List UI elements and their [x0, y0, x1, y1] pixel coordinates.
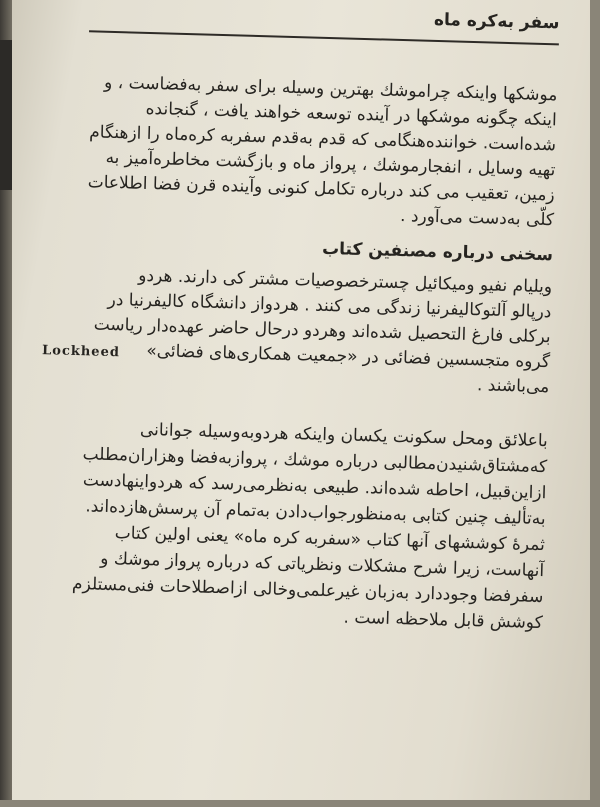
page-content — [8, 0, 560, 807]
text-line: موشکها واینکه چراموشك بهترین وسیله برای سفر به‌فضاست ، و — [103, 72, 558, 106]
text-line: برکلی فارغ التحصیل شده‌اند وهردو درحال حاضر عهده‌دار ریاست — [93, 314, 551, 348]
text-line: کلّی به‌دست می‌آورد . — [399, 206, 555, 231]
latin-word: Lockheed — [41, 343, 121, 361]
running-title: سفر به‌کره ماه — [433, 9, 560, 34]
text-line: ثمرهٔ کوششهای آنها کتاب «سفربه کره ماه» یعنی اولین کتاب — [114, 523, 546, 556]
section-heading: سخنی درباره مصنفین کتاب — [321, 238, 554, 266]
text-line: می‌باشند . — [476, 375, 550, 398]
text-line: شده‌است. خواننده‌هنگامی که قدم به‌قدم سفربه کره‌ماه را ازهنگام — [89, 122, 557, 156]
text-line: ازاین‌قبیل، احاطه شده‌اند. طبیعی به‌نظرمی‌رسد که هردواینهادست — [82, 470, 547, 504]
text-line: گروه متجسسین فضائی در «جمعیت همکاری‌های فضائی» — [146, 340, 551, 373]
text-line: آنهاست، زیرا شرح مشکلات ونظریاتی که درباره پرواز موشك و — [100, 548, 545, 582]
book-page — [12, 0, 590, 800]
text-line: اینکه چگونه موشکها در آینده توسعه خواهند یافت ، گنجانده — [145, 98, 558, 131]
text-line: تهیه وسایل ، انفجارموشك ، پرواز ماه و بازگشت مخاطره‌آمیز به — [105, 147, 556, 181]
page-header — [89, 0, 560, 45]
text-line: ویلیام نفیو ومیکائیل چستر‌خصوصیات مشتر کی دارند. هردو — [138, 265, 553, 298]
text-line: درپالو آلتوکالیفرنیا زندگی می کنند . هردواز دانشگاه کالیفرنیا در — [107, 289, 552, 323]
text-line: کوشش قابل ملاحظه است . — [343, 607, 543, 634]
text-line: باعلائق ومحل سکونت یکسان واینکه هردوبه‌وسیله جوانانی — [139, 419, 549, 452]
text-line: زمین، تعقیب می کند درباره تکامل کنونی وآینده قرن فضا اطلاعات — [87, 172, 555, 206]
text-line: که‌مشتاق‌شنیدن‌مطالبی درباره موشك ، پروازبه‌فضا وهزاران‌مطلب — [82, 444, 548, 478]
text-line: سفرفضا وجوددارد به‌زبان غیرعلمی‌وخالی ازاصطلاحات فنی‌مستلزم — [71, 574, 544, 608]
text-line: به‌تألیف چنین کتابی به‌منظورجواب‌دادن به‌تمام آن پرسش‌هازده‌اند. — [85, 496, 546, 530]
